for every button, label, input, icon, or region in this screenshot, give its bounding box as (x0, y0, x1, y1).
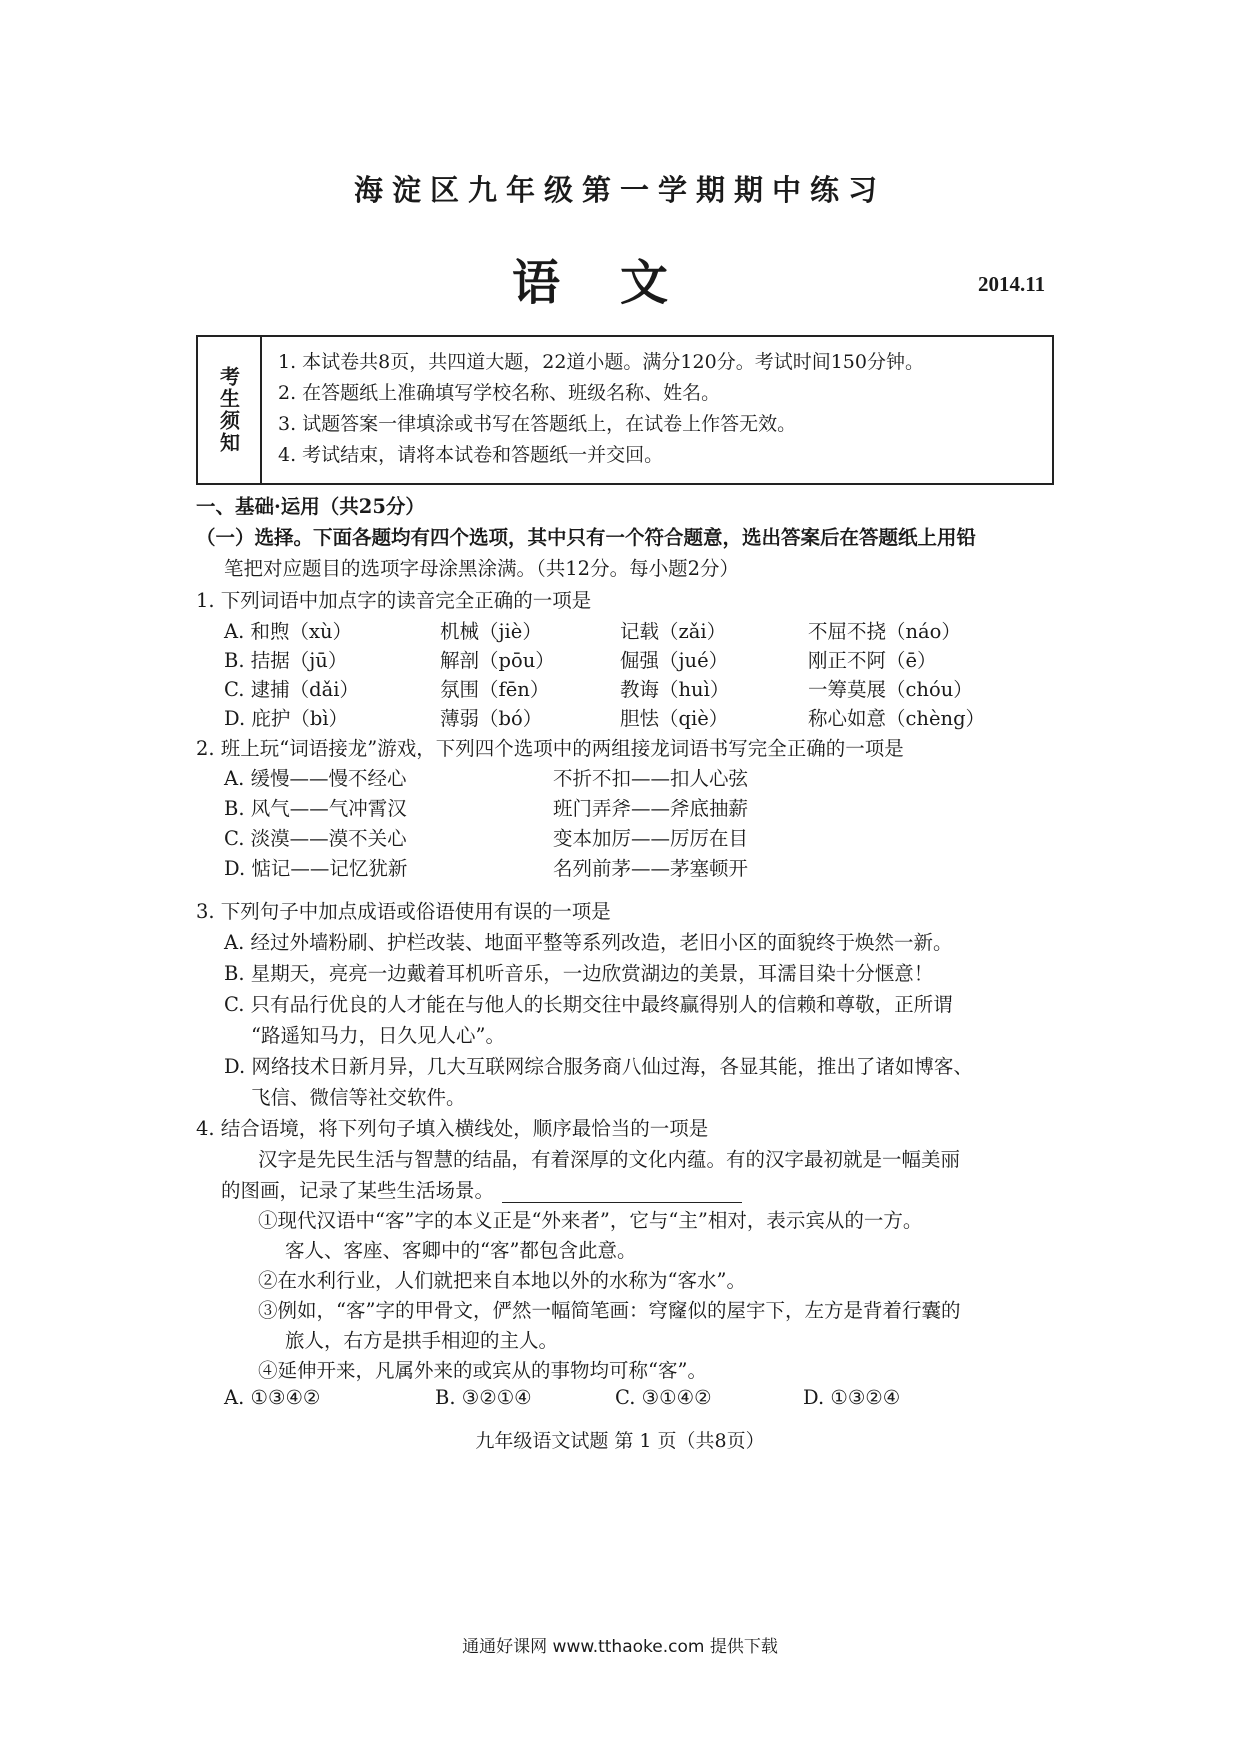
notice-items (278, 347, 924, 471)
q4-sentence: ③例如，“客”字的甲骨文，俨然一幅简笔画：穹窿似的屋宇下，左方是背着行囊的 (258, 1299, 961, 1322)
q4-sentence-cont: 客人、客座、客卿中的“客”都包含此意。 (285, 1239, 637, 1262)
q4-option: B. ③②①④ (435, 1386, 532, 1409)
q4-context-text: 的图画，记录了某些生活场景。 (221, 1179, 495, 1202)
q4-sentence: ②在水利行业，人们就把来自本地以外的水称为“客水”。 (258, 1269, 746, 1292)
q3-option: C. 只有品行优良的人才能在与他人的长期交往中最终赢得别人的信赖和尊敬，正所谓 (224, 993, 953, 1016)
q3-option: A. 经过外墙粉刷、护栏改装、地面平整等系列改造，老旧小区的面貌终于焕然一新。 (224, 931, 953, 954)
q2-pair: 变本加厉——厉厉在目 (553, 827, 749, 850)
q1-word: 称心如意（chèng） (808, 707, 986, 730)
answer-blank (502, 1180, 742, 1203)
subject-title: 语文 (511, 255, 728, 311)
q2-pair: 名列前茅——茅塞顿开 (553, 857, 749, 880)
q1-word: 倔强（jué） (620, 649, 729, 672)
q1-word: 解剖（pōu） (440, 649, 555, 672)
page-footer: 九年级语文试题 第 1 页（共8页） (475, 1430, 765, 1452)
q4-option: D. ①③②④ (803, 1386, 901, 1409)
exam-title: 海淀区九年级第一学期期中练习 (353, 173, 886, 207)
q1-option: C. 逮捕（dǎi） (224, 678, 359, 701)
q1-word: 不屈不挠（náo） (808, 620, 961, 643)
q1-option: A. 和煦（xù） (224, 620, 353, 643)
notice-item: 2. 在答题纸上准确填写学校名称、班级名称、姓名。 (278, 382, 721, 404)
q4-option: A. ①③④② (224, 1386, 321, 1409)
q4-sentence: ①现代汉语中“客”字的本义正是“外来者”，它与“主”相对，表示宾从的一方。 (258, 1209, 923, 1232)
q4-context: 汉字是先民生活与智慧的结晶，有着深厚的文化内蕴。有的汉字最初就是一幅美丽 (258, 1148, 961, 1171)
notice-label: 考生须知 (216, 366, 241, 454)
q1-word: 教诲（huì） (620, 678, 730, 701)
q3-option-cont: 飞信、微信等社交软件。 (251, 1086, 466, 1109)
q2-option: A. 缓慢——慢不经心 (224, 767, 407, 790)
q1-word: 刚正不阿（ē） (808, 649, 937, 672)
exam-date: 2014.11 (978, 272, 1046, 296)
part1-instruction-line1: （一）选择。下面各题均有四个选项，其中只有一个符合题意，选出答案后在答题纸上用铅 (196, 526, 977, 549)
q3-option-cont: “路遥知马力，日久见人心”。 (251, 1024, 505, 1047)
q4-sentence-cont: 旅人，右方是拱手相迎的主人。 (285, 1329, 559, 1352)
download-credit: 通通好课网 www.tthaoke.com 提供下载 (462, 1637, 778, 1657)
notice-item: 4. 考试结束，请将本试卷和答题纸一并交回。 (278, 444, 664, 466)
q3-stem: 3. 下列句子中加点成语或俗语使用有误的一项是 (196, 900, 611, 923)
q2-pair: 班门弄斧——斧底抽薪 (553, 797, 749, 820)
q4-option: C. ③①④② (615, 1386, 712, 1409)
q2-stem: 2. 班上玩“词语接龙”游戏，下列四个选项中的两组接龙词语书写完全正确的一项是 (196, 737, 904, 760)
q2-pair: 不折不扣——扣人心弦 (553, 767, 749, 790)
q2-option: D. 惦记——记忆犹新 (224, 857, 408, 880)
section-heading: 一、基础·运用（共25分） (196, 495, 425, 518)
part1-instruction-line2: 笔把对应题目的选项字母涂黑涂满。（共12分。每小题2分） (224, 557, 739, 580)
q1-word: 记载（zǎi） (620, 620, 727, 643)
q3-option: D. 网络技术日新月异，几大互联网综合服务商八仙过海，各显其能，推出了诸如博客、 (224, 1055, 973, 1078)
q1-word: 机械（jiè） (440, 620, 542, 643)
notice-item: 3. 试题答案一律填涂或书写在答题纸上，在试卷上作答无效。 (278, 413, 797, 435)
notice-label-cell (198, 337, 262, 483)
q1-option: B. 拮据（jū） (224, 649, 348, 672)
q4-stem: 4. 结合语境，将下列句子填入横线处，顺序最恰当的一项是 (196, 1117, 709, 1140)
q1-option: D. 庇护（bì） (224, 707, 349, 730)
q1-word: 氛围（fēn） (440, 678, 550, 701)
candidate-notice-box (196, 335, 1054, 485)
q1-word: 胆怯（qiè） (620, 707, 729, 730)
q1-word: 薄弱（bó） (440, 707, 543, 730)
q1-stem: 1. 下列词语中加点字的读音完全正确的一项是 (196, 589, 592, 612)
q4-context-line2 (221, 1175, 742, 1203)
q4-sentence: ④延伸开来，凡属外来的或宾从的事物均可称“客”。 (258, 1359, 707, 1382)
notice-item: 1. 本试卷共8页，共四道大题，22道小题。满分120分。考试时间150分钟。 (278, 351, 924, 373)
q3-option: B. 星期天，亮亮一边戴着耳机听音乐，一边欣赏湖边的美景，耳濡目染十分惬意！ (224, 962, 934, 985)
q1-word: 一筹莫展（chóu） (808, 678, 973, 701)
q2-option: B. 风气——气冲霄汉 (224, 797, 407, 820)
q2-option: C. 淡漠——漠不关心 (224, 827, 407, 850)
